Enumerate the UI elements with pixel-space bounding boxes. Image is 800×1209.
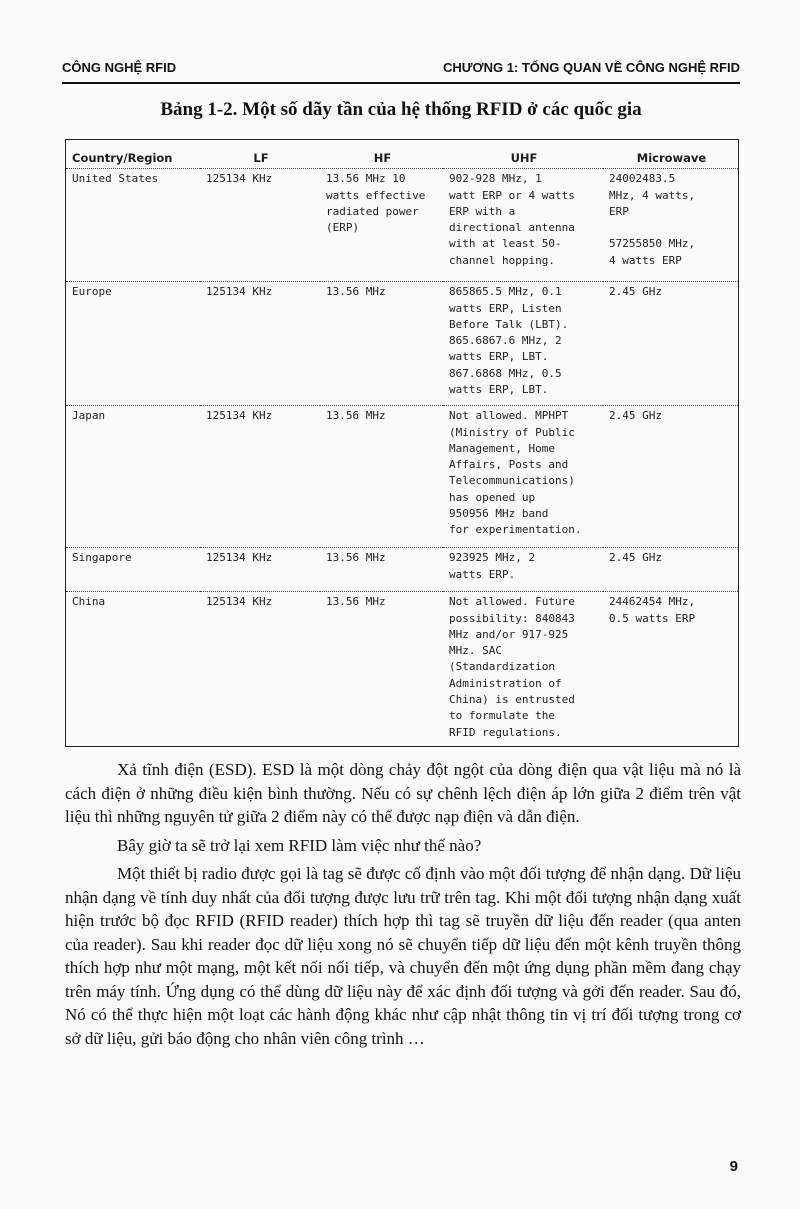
column-header-uhf: UHF: [443, 140, 603, 169]
column-header-hf: HF: [320, 140, 443, 169]
table-cell: 865865.5 MHz, 0.1 watts ERP, Listen Before Talk (LBT). 865.6867.6 MHz, 2 watts ERP, LBT. 867.6868 MHz, 0.5 watts ERP, LBT.: [449, 285, 569, 397]
table-row: [66, 406, 738, 548]
table-cell: 13.56 MHz 10 watts effective radiated power (ERP): [326, 172, 426, 235]
table-cell: Singapore: [72, 551, 132, 565]
table-cell: 125134 KHz: [206, 409, 273, 423]
table-cell: 13.56 MHz: [326, 551, 386, 565]
running-header: [62, 56, 740, 84]
table-cell: Not allowed. MPHPT (Ministry of Public Management, Home Affairs, Posts and Telecommunications) has opened up 950956 MHz band for experimentation.: [449, 409, 582, 537]
body-text: [65, 758, 741, 1055]
table-header-row: [66, 140, 738, 169]
header-book-title: CÔNG NGHỆ RFID: [62, 60, 177, 75]
table-row: [66, 592, 738, 744]
column-header-country: Country/Region: [66, 140, 200, 169]
page-number: 9: [729, 1158, 738, 1175]
table-cell: 923925 MHz, 2 watts ERP.: [449, 551, 536, 581]
table-cell: 125134 KHz: [206, 172, 273, 186]
paragraph-question: Bây giờ ta sẽ trở lại xem RFID làm việc như thế nào?: [117, 835, 482, 855]
header-chapter-title: CHƯƠNG 1: TỔNG QUAN VỀ CÔNG NGHỆ RFID: [442, 60, 740, 75]
paragraph-how-rfid-works: Một thiết bị radio được gọi là tag sẽ được cố định vào một đối tượng để nhận dạng. Dữ liệu nhận dạng về tính duy nhất của đối tượng được lưu trữ trên tag. Khi một đối tượng nhận dạng xuất hiện trước bộ đọc RFID (RFID reader) thích hợp thì tag sẽ truyền dữ liệu đến reader (qua anten của reader). Sau khi reader đọc dữ liệu xong nó sẽ chuyển tiếp dữ liệu đến một kênh truyền thông thích hợp như một mạng, một kết nối nối tiếp, và chuyển đến một ứng dụng phần mềm đang chạy trên máy tính. Ứng dụng có thể dùng dữ liệu này để xác định đối tượng và gởi đến reader. Sau đó, Nó có thể thực hiện một loạt các hành động khác như cập nhật thông tin vị trí đối tượng trong cơ sở dữ liệu, gửi báo động cho nhân viên công trình …: [65, 864, 741, 1048]
table-cell: 125134 KHz: [206, 285, 273, 299]
table-caption: Bảng 1-2. Một số dãy tần của hệ thống RFID ở các quốc gia: [160, 99, 642, 120]
table-cell: 13.56 MHz: [326, 595, 386, 609]
table-cell: United States: [72, 172, 159, 186]
column-header-lf: LF: [200, 140, 320, 169]
table-cell: 125134 KHz: [206, 551, 273, 565]
table-cell: 13.56 MHz: [326, 409, 386, 423]
table-cell: 24462454 MHz, 0.5 watts ERP: [609, 595, 696, 625]
table-cell: Not allowed. Future possibility: 840843 MHz and/or 917-925 MHz. SAC (Standardization Administration of China) is entrusted to formulate the RFID regulations.: [449, 595, 575, 739]
table-row: [66, 282, 738, 406]
table-cell: Japan: [72, 409, 106, 423]
frequency-table: [65, 139, 739, 747]
table-row: [66, 169, 738, 282]
table-cell: 13.56 MHz: [326, 285, 386, 299]
table-cell: Europe: [72, 285, 112, 299]
table-cell: 902-928 MHz, 1 watt ERP or 4 watts ERP with a directional antenna with at least 50- channel hopping.: [449, 172, 575, 267]
table-cell: 24002483.5 MHz, 4 watts, ERP 57255850 MHz, 4 watts ERP: [609, 172, 696, 267]
table-cell: 2.45 GHz: [609, 285, 662, 299]
table-row: [66, 548, 738, 592]
table-cell: China: [72, 595, 106, 609]
table-cell: 2.45 GHz: [609, 409, 662, 423]
paragraph-esd: Xả tĩnh điện (ESD). ESD là một dòng chảy đột ngột của dòng điện qua vật liệu mà nó là cách điện ở những điều kiện bình thường. Nếu có sự chênh lệch điện áp lớn giữa 2 điểm trên vật liệu thì những nguyên tử giữa 2 điểm này có thể được nạp điện và dẫn điện.: [65, 760, 741, 826]
table-cell: 125134 KHz: [206, 595, 273, 609]
table-cell: 2.45 GHz: [609, 551, 662, 565]
column-header-microwave: Microwave: [603, 140, 738, 169]
